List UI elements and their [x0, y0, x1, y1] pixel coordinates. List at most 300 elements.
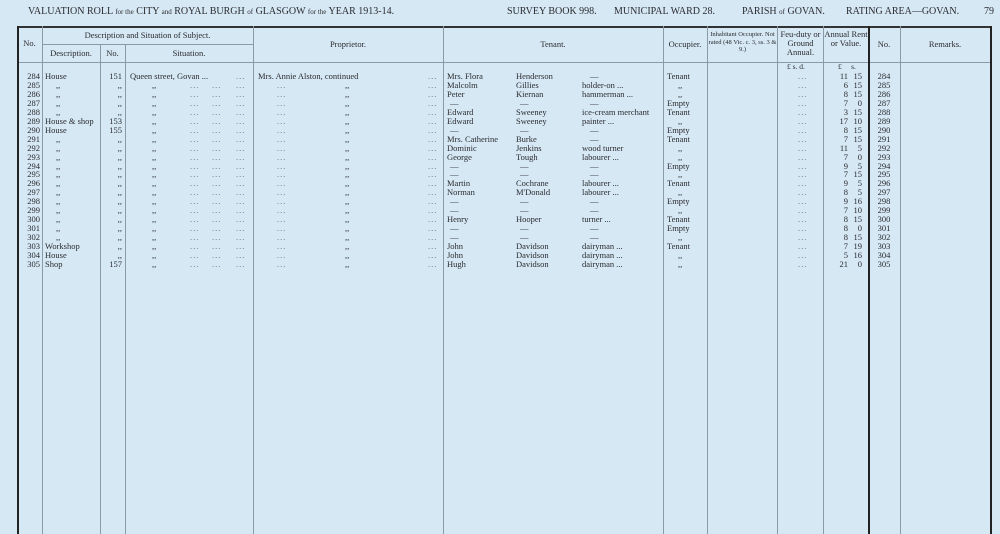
- description: ,,: [56, 214, 61, 225]
- occupier-status: ,,: [678, 250, 683, 260]
- annual-pounds: 21: [839, 258, 848, 269]
- subheader-rule: [42, 44, 253, 45]
- feu-duty-dots: ...: [798, 71, 808, 81]
- dots: ...: [212, 232, 222, 243]
- tenant-surname: —: [520, 223, 529, 234]
- dots: ...: [428, 250, 438, 260]
- dots: ...: [428, 178, 438, 189]
- row-number: 291: [27, 133, 40, 144]
- dots: ...: [277, 106, 287, 117]
- feu-duty-dots: ...: [798, 214, 808, 225]
- annual-shillings: 15: [853, 124, 862, 135]
- tenant-occupation: dairyman ...: [582, 258, 623, 269]
- dots: ...: [277, 196, 287, 207]
- occupier-status: Empty: [667, 160, 690, 171]
- occupier-status: ,,: [678, 232, 683, 243]
- proprietor-ditto: ,,: [345, 223, 350, 234]
- feu-duty-dots: ...: [798, 232, 808, 243]
- tenant-occupation: hammerman ...: [582, 88, 633, 99]
- dots: ...: [277, 205, 287, 216]
- title-text: GLASGOW: [255, 6, 306, 17]
- street-number: ,,: [117, 232, 122, 243]
- row-number: 294: [27, 160, 40, 171]
- row-number-right: 303: [877, 241, 891, 252]
- annual-pounds: 8: [843, 232, 848, 243]
- rating-area: RATING AREA—GOVAN.: [846, 6, 960, 17]
- dots: ...: [212, 160, 222, 171]
- feu-duty-dots: ...: [798, 196, 808, 207]
- tenant-surname: M'Donald: [516, 187, 551, 198]
- row-number-right: 288: [877, 106, 891, 117]
- dots: ...: [236, 258, 246, 269]
- tenant-surname: Tough: [516, 151, 538, 162]
- tenant-surname: Davidson: [516, 241, 549, 252]
- annual-shillings: 15: [853, 106, 862, 117]
- row-number-right: 289: [877, 115, 891, 126]
- title-text: of: [247, 8, 254, 16]
- dots: ...: [277, 178, 287, 189]
- annual-shillings: 5: [857, 187, 862, 198]
- dots: ...: [277, 258, 287, 269]
- proprietor-ditto: ,,: [345, 258, 350, 269]
- description: ,,: [56, 187, 61, 198]
- description: ,,: [56, 106, 61, 117]
- situation: Queen street, Govan ...: [130, 71, 209, 81]
- row-number-right: 301: [877, 223, 891, 234]
- dots: ...: [428, 169, 438, 180]
- title-text: YEAR 1913-14.: [328, 6, 395, 17]
- dots: ...: [212, 241, 222, 252]
- dots: ...: [236, 115, 246, 126]
- row-number-right: 300: [877, 214, 891, 225]
- situation-ditto: ,,: [152, 151, 157, 162]
- header-feu-duty: Feu-duty or Ground Annual.: [780, 29, 821, 57]
- dots: ...: [190, 232, 200, 243]
- occupier-status: Empty: [667, 196, 690, 207]
- annual-shillings: 19: [853, 241, 862, 252]
- annual-units: £ s.: [838, 62, 856, 71]
- dots: ...: [277, 187, 287, 198]
- header-description: Description.: [50, 48, 92, 58]
- row-number-right: 285: [877, 79, 891, 90]
- tenant-occupation: —: [590, 97, 599, 108]
- row-number: 304: [27, 250, 40, 260]
- dots: ...: [212, 142, 222, 153]
- annual-shillings: 0: [857, 258, 862, 269]
- header-occupier: Occupier.: [668, 39, 702, 49]
- proprietor-ditto: ,,: [345, 169, 350, 180]
- row-number: 293: [27, 151, 40, 162]
- situation-ditto: ,,: [152, 223, 157, 234]
- situation-ditto: ,,: [152, 241, 157, 252]
- street-number: 155: [109, 124, 122, 135]
- situation-ditto: ,,: [152, 79, 157, 90]
- annual-shillings: 15: [853, 133, 862, 144]
- proprietor-ditto: ,,: [345, 196, 350, 207]
- proprietor-ditto: ,,: [345, 214, 350, 225]
- description: ,,: [56, 79, 61, 90]
- row-number-right: 292: [877, 142, 891, 153]
- survey-book: SURVEY BOOK 998.: [507, 6, 597, 17]
- row-number-right: 290: [877, 124, 891, 135]
- feu-duty-dots: ...: [798, 169, 808, 180]
- description: ,,: [56, 142, 61, 153]
- dots: ...: [212, 178, 222, 189]
- dots: ...: [190, 133, 200, 144]
- dots: ...: [212, 169, 222, 180]
- description: Shop: [45, 258, 63, 269]
- dots: ...: [190, 160, 200, 171]
- dots: ...: [190, 178, 200, 189]
- dots: ...: [236, 250, 246, 260]
- annual-shillings: 15: [853, 169, 862, 180]
- tenant-surname: —: [520, 205, 529, 216]
- street-number: ,,: [117, 97, 122, 108]
- header-tenant: Tenant.: [540, 39, 566, 49]
- row-number: 292: [27, 142, 40, 153]
- occupier-status: Tenant: [667, 106, 691, 117]
- row-number: 297: [27, 187, 40, 198]
- dots: ...: [428, 205, 438, 216]
- annual-pounds: 7: [843, 151, 848, 162]
- tenant-occupation: —: [590, 133, 599, 144]
- row-number-right: 294: [877, 160, 891, 171]
- header-remarks: Remarks.: [928, 39, 962, 49]
- occupier-status: Tenant: [667, 178, 691, 189]
- street-number: ,,: [117, 142, 122, 153]
- column-rule: [253, 26, 254, 534]
- dots: ...: [277, 79, 287, 90]
- occupier-status: ,,: [678, 258, 683, 269]
- dots: ...: [236, 124, 246, 135]
- dots: ...: [277, 223, 287, 234]
- situation-ditto: ,,: [152, 187, 157, 198]
- annual-pounds: 8: [843, 214, 848, 225]
- street-number: ,,: [117, 178, 122, 189]
- column-rule: [707, 26, 708, 534]
- page-title: [0, 6, 1000, 20]
- tenant-first-name: Martin: [447, 178, 471, 189]
- dots: ...: [428, 142, 438, 153]
- description: ,,: [56, 88, 61, 99]
- tenant-first-name: John: [447, 241, 464, 252]
- column-rule: [900, 26, 901, 534]
- feu-duty-dots: ...: [798, 88, 808, 99]
- dots: ...: [428, 106, 438, 117]
- description: ,,: [56, 151, 61, 162]
- dots: ...: [236, 71, 246, 81]
- tenant-surname: Kiernan: [516, 88, 544, 99]
- dots: ...: [428, 115, 438, 126]
- feu-duty-dots: ...: [798, 241, 808, 252]
- street-number: ,,: [117, 205, 122, 216]
- dots: ...: [190, 258, 200, 269]
- tenant-first-name: Mrs. Flora: [447, 71, 483, 81]
- dots: ...: [428, 151, 438, 162]
- situation-ditto: ,,: [152, 88, 157, 99]
- description: ,,: [56, 160, 61, 171]
- column-rule: [823, 26, 824, 534]
- feu-duty-dots: ...: [798, 151, 808, 162]
- tenant-first-name: Norman: [447, 187, 475, 198]
- situation-ditto: ,,: [152, 97, 157, 108]
- row-number: 289: [27, 115, 40, 126]
- tenant-occupation: turner ...: [582, 214, 611, 225]
- tenant-occupation: holder-on ...: [582, 79, 624, 90]
- annual-shillings: 0: [857, 97, 862, 108]
- header-proprietor: Proprietor.: [329, 39, 367, 49]
- row-number: 303: [27, 241, 40, 252]
- dots: ...: [277, 142, 287, 153]
- dots: ...: [428, 258, 438, 269]
- tenant-surname: Burke: [516, 133, 537, 144]
- proprietor-ditto: ,,: [345, 160, 350, 171]
- description: ,,: [56, 232, 61, 243]
- title-roll: [28, 6, 394, 17]
- tenant-surname: —: [520, 124, 529, 135]
- occupier-status: ,,: [678, 205, 683, 216]
- dots: ...: [212, 223, 222, 234]
- street-number: ,,: [117, 241, 122, 252]
- tenant-occupation: —: [590, 223, 599, 234]
- annual-pounds: 17: [839, 115, 848, 126]
- tenant-occupation: —: [590, 205, 599, 216]
- title-text: for the: [115, 8, 134, 16]
- situation-ditto: ,,: [152, 196, 157, 207]
- dots: ...: [428, 124, 438, 135]
- annual-shillings: 10: [853, 115, 862, 126]
- row-number: 290: [27, 124, 40, 135]
- column-rule: [42, 26, 43, 534]
- description: Workshop: [45, 241, 80, 252]
- annual-pounds: 11: [839, 142, 848, 153]
- tenant-surname: —: [520, 232, 529, 243]
- row-number-right: 284: [877, 71, 891, 81]
- dots: ...: [236, 79, 246, 90]
- situation-ditto: ,,: [152, 115, 157, 126]
- annual-pounds: 11: [839, 71, 848, 81]
- street-number: ,,: [117, 223, 122, 234]
- dots: ...: [190, 88, 200, 99]
- description: House & shop: [45, 115, 94, 126]
- tenant-first-name: Dominic: [447, 142, 477, 153]
- proprietor-ditto: ,,: [345, 88, 350, 99]
- row-number: 300: [27, 214, 40, 225]
- tenant-first-name: Malcolm: [447, 79, 478, 90]
- tenant-occupation: wood turner: [582, 142, 624, 153]
- feu-duty-dots: ...: [798, 223, 808, 234]
- dots: ...: [212, 205, 222, 216]
- row-number-right: 293: [877, 151, 891, 162]
- occupier-status: Empty: [667, 223, 690, 234]
- column-rule: [125, 44, 126, 534]
- feu-duty-dots: ...: [798, 133, 808, 144]
- description: House: [45, 71, 67, 81]
- dots: ...: [190, 97, 200, 108]
- annual-pounds: 9: [843, 196, 848, 207]
- dots: ...: [212, 88, 222, 99]
- row-number-right: 287: [877, 97, 891, 108]
- column-rule: [443, 26, 444, 534]
- tenant-occupation: —: [590, 232, 599, 243]
- dots: ...: [190, 142, 200, 153]
- dots: ...: [428, 187, 438, 198]
- dots: ...: [428, 196, 438, 207]
- dots: ...: [236, 241, 246, 252]
- header-annual-value: Annual Rent or Value.: [824, 29, 868, 48]
- proprietor-ditto: ,,: [345, 115, 350, 126]
- dots: ...: [428, 223, 438, 234]
- dots: ...: [212, 151, 222, 162]
- annual-shillings: 15: [853, 232, 862, 243]
- description: ,,: [56, 178, 61, 189]
- dots: ...: [190, 115, 200, 126]
- tenant-first-name: —: [450, 160, 459, 171]
- title-text: ROYAL BURGH: [174, 6, 245, 17]
- occupier-status: Tenant: [667, 241, 691, 252]
- row-number-right: 295: [877, 169, 891, 180]
- annual-pounds: 7: [843, 133, 848, 144]
- tenant-surname: Sweeney: [516, 115, 547, 126]
- situation-ditto: ,,: [152, 133, 157, 144]
- dots: ...: [212, 106, 222, 117]
- street-number: 153: [109, 115, 122, 126]
- occupier-status: ,,: [678, 142, 683, 153]
- feu-duty-dots: ...: [798, 178, 808, 189]
- annual-pounds: 5: [843, 250, 848, 260]
- street-number: ,,: [117, 106, 122, 117]
- proprietor-ditto: ,,: [345, 241, 350, 252]
- proprietor-ditto: ,,: [345, 205, 350, 216]
- street-number: ,,: [117, 79, 122, 90]
- description: ,,: [56, 223, 61, 234]
- annual-pounds: 7: [843, 205, 848, 216]
- dots: ...: [277, 115, 287, 126]
- row-number: 301: [27, 223, 40, 234]
- feu-duty-dots: ...: [798, 79, 808, 90]
- tenant-surname: Henderson: [516, 71, 553, 81]
- street-number: ,,: [117, 250, 122, 260]
- description: ,,: [56, 97, 61, 108]
- row-number-right: 304: [877, 250, 891, 260]
- feu-duty-dots: ...: [798, 124, 808, 135]
- feu-duty-dots: ...: [798, 142, 808, 153]
- dots: ...: [236, 187, 246, 198]
- row-number-right: 305: [877, 258, 891, 269]
- dots: ...: [212, 196, 222, 207]
- dots: ...: [190, 151, 200, 162]
- annual-pounds: 8: [843, 187, 848, 198]
- tenant-surname: —: [520, 160, 529, 171]
- dots: ...: [277, 88, 287, 99]
- dots: ...: [236, 178, 246, 189]
- description: ,,: [56, 205, 61, 216]
- dots: ...: [190, 241, 200, 252]
- situation-ditto: ,,: [152, 214, 157, 225]
- annual-pounds: 8: [843, 223, 848, 234]
- row-number: 298: [27, 196, 40, 207]
- dots: ...: [236, 223, 246, 234]
- row-number-right: 296: [877, 178, 891, 189]
- proprietor-ditto: ,,: [345, 187, 350, 198]
- street-number: ,,: [117, 196, 122, 207]
- description: ,,: [56, 196, 61, 207]
- proprietor-ditto: ,,: [345, 232, 350, 243]
- tenant-surname: —: [520, 196, 529, 207]
- annual-pounds: 9: [843, 178, 848, 189]
- feu-duty-dots: ...: [798, 250, 808, 260]
- tenant-occupation: —: [590, 124, 599, 135]
- occupier-status: ,,: [678, 151, 683, 162]
- street-number: 157: [109, 258, 122, 269]
- tenant-occupation: labourer ...: [582, 187, 619, 198]
- dots: ...: [236, 133, 246, 144]
- tenant-occupation: —: [590, 160, 599, 171]
- annual-shillings: 5: [857, 160, 862, 171]
- header-inhabitant-occupier: Inhabitant Occupier. Not rated (48 Vic. c. 3, ss. 3 & 9.): [708, 31, 777, 53]
- dots: ...: [277, 97, 287, 108]
- description: ,,: [56, 133, 61, 144]
- row-number: 305: [27, 258, 40, 269]
- dots: ...: [236, 142, 246, 153]
- column-rule: [777, 26, 778, 534]
- dots: ...: [428, 232, 438, 243]
- tenant-occupation: ice-cream merchant: [582, 106, 650, 117]
- proprietor-ditto: ,,: [345, 250, 350, 260]
- title-text: and: [161, 8, 172, 16]
- tenant-first-name: Hugh: [447, 258, 466, 269]
- title-text: GOVAN.: [787, 6, 825, 17]
- dots: ...: [277, 133, 287, 144]
- tenant-occupation: —: [590, 71, 599, 81]
- tenant-first-name: —: [450, 169, 459, 180]
- tenant-surname: Sweeney: [516, 106, 547, 117]
- annual-pounds: 8: [843, 88, 848, 99]
- tenant-occupation: dairyman ...: [582, 250, 623, 260]
- row-number: 295: [27, 169, 40, 180]
- dots: ...: [236, 196, 246, 207]
- dots: ...: [428, 97, 438, 108]
- tenant-occupation: —: [590, 196, 599, 207]
- dots: ...: [236, 151, 246, 162]
- street-number: ,,: [117, 133, 122, 144]
- title-text: for the: [307, 8, 327, 16]
- dots: ...: [277, 250, 287, 260]
- annual-shillings: 0: [857, 223, 862, 234]
- tenant-surname: —: [520, 169, 529, 180]
- annual-shillings: 16: [853, 196, 862, 207]
- annual-pounds: 7: [843, 97, 848, 108]
- tenant-first-name: Peter: [447, 88, 465, 99]
- dots: ...: [190, 169, 200, 180]
- header-no-right: No.: [877, 39, 891, 49]
- header-situation: Situation.: [172, 48, 206, 58]
- proprietor-ditto: ,,: [345, 124, 350, 135]
- row-number-right: 297: [877, 187, 891, 198]
- proprietor: Mrs. Annie Alston, continued: [258, 71, 359, 81]
- street-number: ,,: [117, 169, 122, 180]
- proprietor-ditto: ,,: [345, 178, 350, 189]
- annual-shillings: 0: [857, 151, 862, 162]
- tenant-first-name: Edward: [447, 115, 474, 126]
- dots: ...: [236, 106, 246, 117]
- dots: ...: [277, 169, 287, 180]
- annual-shillings: 15: [853, 79, 862, 90]
- annual-shillings: 15: [853, 71, 862, 81]
- tenant-first-name: —: [450, 232, 459, 243]
- dots: ...: [428, 88, 438, 99]
- tenant-surname: Davidson: [516, 250, 549, 260]
